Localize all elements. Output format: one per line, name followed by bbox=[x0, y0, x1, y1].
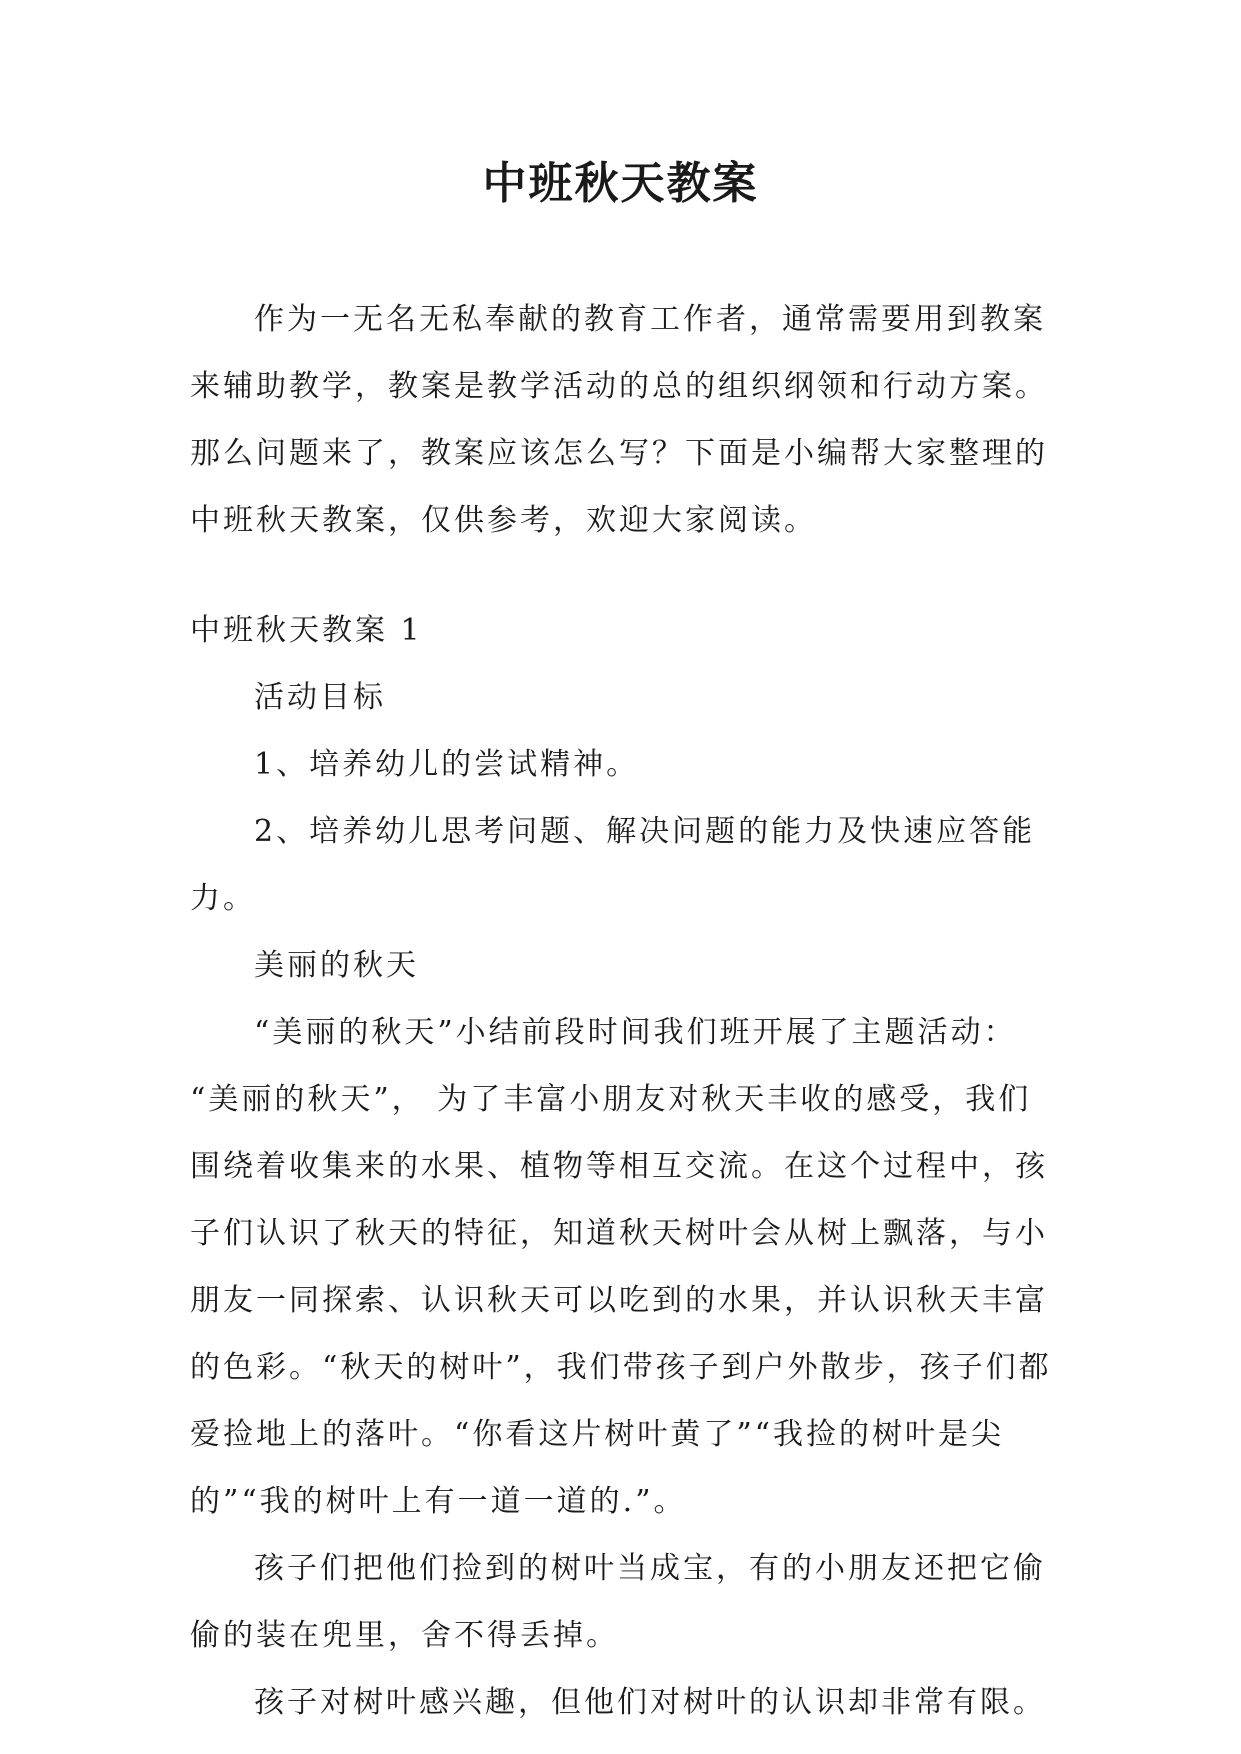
intro-line: 作为一无名无私奉献的教育工作者，通常需要用到教案 bbox=[254, 302, 1046, 337]
paragraph-line: “美丽的秋天”， 为了丰富小朋友对秋天丰收的感受，我们 bbox=[190, 1082, 1032, 1117]
intro-line: 中班秋天教案，仅供参考，欢迎大家阅读。 bbox=[190, 503, 817, 538]
intro-line: 那么问题来了，教案应该怎么写？下面是小编帮大家整理的 bbox=[190, 436, 1048, 471]
paragraph-1 bbox=[190, 999, 1052, 1535]
document-title: 中班秋天教案 bbox=[482, 158, 759, 209]
section-heading-text: 中班秋天教案 1 bbox=[190, 613, 423, 648]
paragraph-line: 偷的装在兜里，舍不得丢掉。 bbox=[190, 1618, 619, 1653]
goal-item-text: 1、培养幼儿的尝试精神。 bbox=[254, 747, 640, 782]
paragraph-line: 朋友一同探索、认识秋天可以吃到的水果，并认识秋天丰富 bbox=[190, 1283, 1048, 1318]
paragraph-3 bbox=[190, 1669, 1052, 1736]
goal-item-2 bbox=[190, 798, 1052, 932]
intro-paragraph bbox=[190, 286, 1052, 554]
goal-item-line: 2、培养幼儿思考问题、解决问题的能力及快速应答能 bbox=[254, 814, 1036, 849]
paragraph-line: 子们认识了秋天的特征，知道秋天树叶会从树上飘落，与小 bbox=[190, 1216, 1048, 1251]
subheading-text: 美丽的秋天 bbox=[254, 948, 419, 983]
paragraph-line: 的色彩。“秋天的树叶”，我们带孩子到户外散步，孩子们都 bbox=[190, 1350, 1052, 1385]
paragraph-2 bbox=[190, 1535, 1052, 1669]
paragraph-line: “美丽的秋天”小结前段时间我们班开展了主题活动： bbox=[254, 1015, 1017, 1050]
paragraph-line: 的”“我的树叶上有一道一道的.”。 bbox=[190, 1484, 687, 1519]
section-heading bbox=[190, 597, 1052, 664]
goal-item-1 bbox=[190, 731, 1052, 798]
goal-item-line: 力。 bbox=[190, 881, 256, 916]
paragraph-line: 围绕着收集来的水果、植物等相互交流。在这个过程中，孩 bbox=[190, 1149, 1048, 1184]
subheading bbox=[190, 932, 1052, 999]
paragraph-line: 孩子对树叶感兴趣，但他们对树叶的认识却非常有限。 bbox=[254, 1685, 1046, 1720]
intro-line: 来辅助教学，教案是教学活动的总的组织纲领和行动方案。 bbox=[190, 369, 1048, 404]
paragraph-line: 孩子们把他们捡到的树叶当成宝，有的小朋友还把它偷 bbox=[254, 1551, 1046, 1586]
goal-heading-text: 活动目标 bbox=[254, 680, 386, 715]
document-body bbox=[190, 286, 1052, 1736]
paragraph-line: 爱捡地上的落叶。“你看这片树叶黄了”“我捡的树叶是尖 bbox=[190, 1417, 1005, 1452]
goal-heading bbox=[190, 664, 1052, 731]
